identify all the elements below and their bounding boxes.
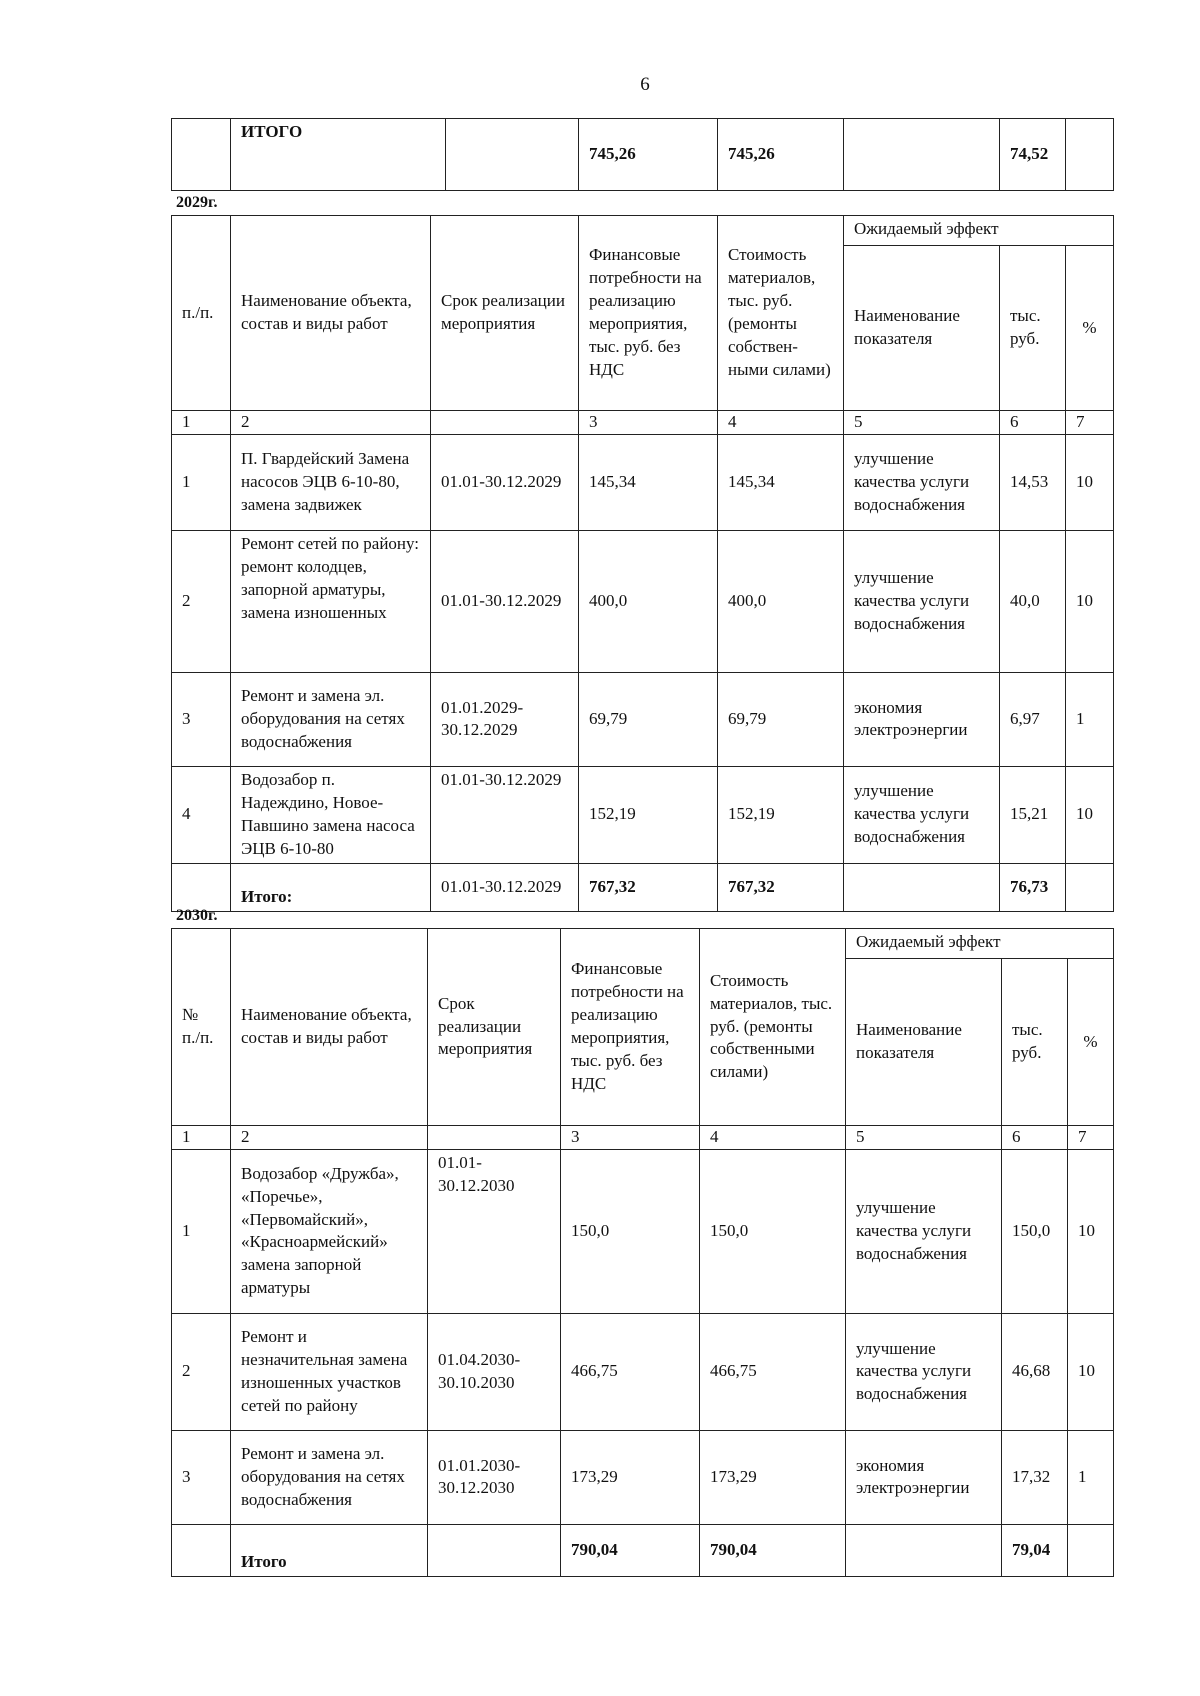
row-term: 01.01-30.12.2029 [431,766,579,863]
col-num-6: 6 [1002,1126,1068,1150]
total-term: 01.01-30.12.2029 [431,863,579,911]
col-num-4: 4 [700,1126,846,1150]
total-row [172,863,1114,911]
row-fin: 69,79 [579,672,718,766]
prev-total-table [171,118,1114,191]
year-label-2029: 2029г. [176,194,218,211]
row-num: 2 [172,530,231,672]
row-name: П. Гвардейский Замена насосов ЭЦВ 6-10-80, замена задвижек [231,434,431,530]
row-mat: 145,34 [718,434,844,530]
total-pct [1068,1524,1114,1576]
row-num: 2 [172,1313,231,1430]
total-mat: 790,04 [700,1524,846,1576]
row-num: 3 [172,1430,231,1524]
total-num [172,1524,231,1576]
col-num-3: 3 [561,1126,700,1150]
header-row [172,929,1114,959]
header-mat: Стоимость материалов, тыс. руб. (ремонты собствен-ными силами) [718,216,844,411]
header-thousand-rub: тыс. руб. [1000,246,1066,411]
table-row [172,766,1114,863]
col-num-4: 4 [718,411,844,435]
header-percent: % [1066,246,1114,411]
row-term: 01.01.2029-30.12.2029 [431,672,579,766]
col-num-2: 2 [231,411,431,435]
row-term: 01.01-30.12.2029 [431,530,579,672]
row-name: Ремонт и замена эл. оборудования на сетях водоснабжения [231,672,431,766]
header-num: № п./п. [172,929,231,1126]
col-num-2: 2 [231,1126,428,1150]
row-indicator: улучшение качества услуги водоснабжения [846,1149,1002,1313]
header-name: Наименование объекта, состав и виды работ [231,929,428,1126]
total-eff: 79,04 [1002,1524,1068,1576]
header-term: Срок реализации мероприятия [428,929,561,1126]
row-mat: 400,0 [718,530,844,672]
row-eff: 17,32 [1002,1430,1068,1524]
row-fin: 145,34 [579,434,718,530]
row-eff: 6,97 [1000,672,1066,766]
row-indicator: улучшение качества услуги водоснабжения [844,530,1000,672]
col-num-7: 7 [1066,411,1114,435]
total-mat: 767,32 [718,863,844,911]
col-num-6: 6 [1000,411,1066,435]
header-thousand-rub: тыс. руб. [1002,959,1068,1126]
table-2030 [171,928,1114,1577]
row-num: 1 [172,1149,231,1313]
total-term [428,1524,561,1576]
row-mat: 173,29 [700,1430,846,1524]
total-eff: 76,73 [1000,863,1066,911]
prev-total-indicator [844,119,1000,191]
row-fin: 466,75 [561,1313,700,1430]
prev-total-mat: 745,26 [718,119,844,191]
total-fin: 790,04 [561,1524,700,1576]
prev-total-fin: 745,26 [579,119,718,191]
row-name: Водозабор «Дружба», «Поречье», «Первомайский», «Красноармейский» замена запорной арматуры [231,1149,428,1313]
row-mat: 152,19 [718,766,844,863]
header-row [172,216,1114,246]
row-pct: 10 [1066,434,1114,530]
row-term: 01.01.2030-30.12.2030 [428,1430,561,1524]
row-mat: 466,75 [700,1313,846,1430]
col-num-5: 5 [846,1126,1002,1150]
row-pct: 10 [1066,766,1114,863]
header-term: Срок реализации мероприятия [431,216,579,411]
col-num-empty [431,411,579,435]
prev-total-label: ИТОГО [231,119,446,191]
total-indicator [844,863,1000,911]
row-eff: 14,53 [1000,434,1066,530]
row-indicator: улучшение качества услуги водоснабжения [844,434,1000,530]
header-fin: Финансовые потребности на реализацию мероприятия, тыс. руб. без НДС [561,929,700,1126]
row-name: Водозабор п. Надеждино, Новое-Павшино замена насоса ЭЦВ 6-10-80 [231,766,431,863]
col-num-5: 5 [844,411,1000,435]
table-row [172,1149,1114,1313]
header-effect: Ожидаемый эффект [844,216,1114,246]
header-mat: Стоимость материалов, тыс. руб. (ремонты собственными силами) [700,929,846,1126]
total-label: Итого [231,1524,428,1576]
row-mat: 69,79 [718,672,844,766]
row-mat: 150,0 [700,1149,846,1313]
row-fin: 173,29 [561,1430,700,1524]
table-row [172,1313,1114,1430]
header-num: п./п. [172,216,231,411]
row-term: 01.04.2030-30.10.2030 [428,1313,561,1430]
row-eff: 46,68 [1002,1313,1068,1430]
prev-total-eff: 74,52 [1000,119,1066,191]
total-row [172,1524,1114,1576]
row-pct: 1 [1066,672,1114,766]
total-label: Итого: [231,863,431,911]
row-indicator: улучшение качества услуги водоснабжения [844,766,1000,863]
row-pct: 10 [1068,1313,1114,1430]
row-name: Ремонт и замена эл. оборудования на сетях водоснабжения [231,1430,428,1524]
row-term: 01.01-30.12.2030 [428,1149,561,1313]
row-num: 1 [172,434,231,530]
prev-total-row [172,119,1114,191]
total-pct [1066,863,1114,911]
total-num [172,863,231,911]
row-pct: 10 [1068,1149,1114,1313]
table-row [172,434,1114,530]
row-eff: 150,0 [1002,1149,1068,1313]
total-fin: 767,32 [579,863,718,911]
row-eff: 15,21 [1000,766,1066,863]
column-number-row [172,411,1114,435]
row-term: 01.01-30.12.2029 [431,434,579,530]
table-2029 [171,215,1114,912]
col-num-empty [428,1126,561,1150]
header-indicator: Наименование показателя [844,246,1000,411]
row-num: 4 [172,766,231,863]
row-name: Ремонт и незначительная замена изношенных участков сетей по району [231,1313,428,1430]
column-number-row [172,1126,1114,1150]
row-pct: 1 [1068,1430,1114,1524]
col-num-3: 3 [579,411,718,435]
row-name: Ремонт сетей по району: ремонт колодцев, запорной арматуры, замена изношенных [231,530,431,672]
table-row [172,530,1114,672]
row-indicator: экономия электроэнергии [844,672,1000,766]
page-number: 6 [640,74,650,95]
header-fin: Финансовые потребности на реализацию мероприятия, тыс. руб. без НДС [579,216,718,411]
row-fin: 400,0 [579,530,718,672]
row-fin: 150,0 [561,1149,700,1313]
table-row [172,672,1114,766]
col-num-1: 1 [172,411,231,435]
row-eff: 40,0 [1000,530,1066,672]
row-indicator: экономия электроэнергии [846,1430,1002,1524]
row-num: 3 [172,672,231,766]
header-percent: % [1068,959,1114,1126]
prev-total-pct [1066,119,1114,191]
row-fin: 152,19 [579,766,718,863]
col-num-1: 1 [172,1126,231,1150]
header-indicator: Наименование показателя [846,959,1002,1126]
row-indicator: улучшение качества услуги водоснабжения [846,1313,1002,1430]
table-row [172,1430,1114,1524]
header-name: Наименование объекта, состав и виды работ [231,216,431,411]
year-label-2030: 2030г. [176,907,218,924]
prev-total-term [446,119,579,191]
row-pct: 10 [1066,530,1114,672]
total-indicator [846,1524,1002,1576]
col-num-7: 7 [1068,1126,1114,1150]
header-effect: Ожидаемый эффект [846,929,1114,959]
prev-total-num [172,119,231,191]
